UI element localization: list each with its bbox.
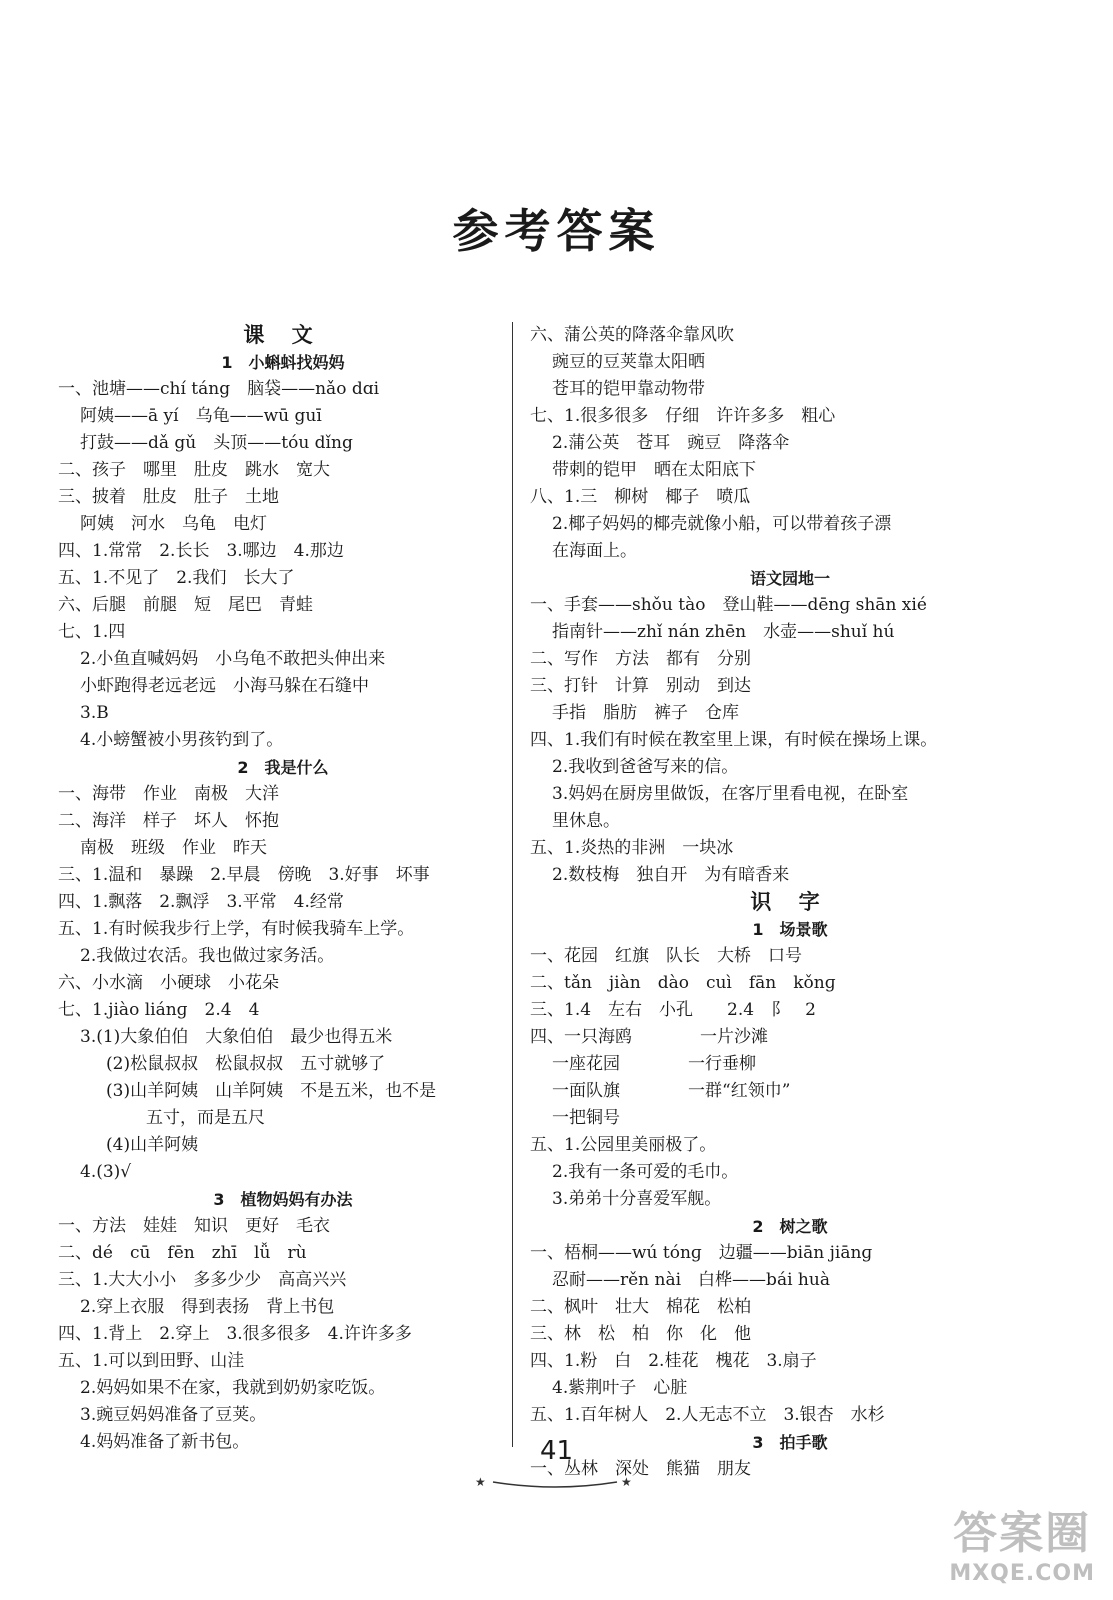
page-title: 参考答案 [452, 204, 661, 258]
answer-line: 4.妈妈准备了新书包。 [80, 1432, 250, 1452]
answer-line: 七、1.很多很多 仔细 许许多多 粗心 [530, 406, 836, 426]
answer-line: 五、1.炎热的非洲 一块冰 [530, 838, 734, 858]
answer-line: 二、孩子 哪里 肚皮 跳水 宽大 [58, 460, 330, 480]
answer-line: 阿姨 河水 乌龟 电灯 [80, 514, 267, 534]
answer-line: 阿姨——ā yí 乌龟——wū guī [80, 406, 322, 426]
answer-line: 三、林 松 柏 你 化 他 [530, 1324, 751, 1344]
answer-line: 四、1.粉 白 2.桂花 槐花 3.扇子 [530, 1351, 817, 1371]
answer-line: 3.弟弟十分喜爱军舰。 [552, 1189, 722, 1209]
answer-line: 豌豆的豆荚靠太阳晒 [552, 352, 705, 372]
answer-line: 2.数枝梅 独自开 为有暗香来 [552, 865, 790, 885]
answer-line: 八、1.三 柳树 椰子 喷瓜 [530, 487, 751, 507]
answer-line: 一座花园 一行垂柳 [552, 1054, 756, 1074]
answer-line: 三、1.温和 暴躁 2.早晨 傍晚 3.好事 坏事 [58, 865, 430, 885]
answer-line: 二、海洋 样子 坏人 怀抱 [58, 811, 279, 831]
answer-line: 二、dé cū fēn zhī lǚ rù [58, 1243, 307, 1263]
answer-line: (2)松鼠叔叔 松鼠叔叔 五寸就够了 [106, 1054, 386, 1074]
answer-line: 2.蒲公英 苍耳 豌豆 降落伞 [552, 433, 790, 453]
answer-line: 3.豌豆妈妈准备了豆荚。 [80, 1405, 267, 1425]
answer-line: 2.小鱼直喊妈妈 小乌龟不敢把头伸出来 [80, 649, 386, 669]
answer-line: 四、一只海鸥 一片沙滩 [530, 1027, 768, 1047]
answer-line: 二、tǎn jiàn dào cuì fān kǒnɡ [530, 973, 836, 993]
lesson-heading: 1 小蝌蚪找妈妈 [221, 353, 345, 372]
lesson-heading: 3 植物妈妈有办法 [213, 1190, 353, 1209]
answer-line: 忍耐——rěn nài 白桦——bái huà [552, 1270, 830, 1290]
answer-line: 2.我做过农活。我也做过家务活。 [80, 946, 335, 966]
answer-line: 里休息。 [552, 811, 620, 831]
lesson-heading: 2 树之歌 [752, 1217, 828, 1236]
answer-line: 四、1.我们有时候在教室里上课，有时候在操场上课。 [530, 730, 938, 750]
answer-line: 三、1.大大小小 多多少少 高高兴兴 [58, 1270, 347, 1290]
answer-line: 四、1.常常 2.长长 3.哪边 4.那边 [58, 541, 344, 561]
answer-line: 4.(3)√ [80, 1162, 132, 1182]
answer-column-left [58, 322, 508, 1456]
watermark-text: 答案圈 [953, 1508, 1092, 1559]
answer-line: 3.B [80, 703, 109, 723]
answer-line: 二、枫叶 壮大 棉花 松柏 [530, 1297, 751, 1317]
section-heading: 课 文 [243, 323, 323, 347]
answer-line: 六、蒲公英的降落伞靠风吹 [530, 325, 734, 345]
answer-line: 4.紫荆叶子 心脏 [552, 1378, 688, 1398]
answer-line: 四、1.背上 2.穿上 3.很多很多 4.许许多多 [58, 1324, 412, 1344]
answer-line: 手指 脂肪 裤子 仓库 [552, 703, 739, 723]
answer-line: 五、1.有时候我步行上学，有时候我骑车上学。 [58, 919, 415, 939]
column-divider [512, 322, 513, 1447]
page-number: 41 [539, 1436, 574, 1466]
lesson-heading: 3 拍手歌 [752, 1433, 828, 1452]
answer-line: 2.椰子妈妈的椰壳就像小船，可以带着孩子漂 [552, 514, 892, 534]
answer-line: 五、1.不见了 2.我们 长大了 [58, 568, 295, 588]
answer-line: 一、梧桐——wú tónɡ 边疆——biān jiānɡ [530, 1243, 873, 1263]
answer-line: 4.小螃蟹被小男孩钓到了。 [80, 730, 284, 750]
answer-line: 2.穿上衣服 得到表扬 背上书包 [80, 1297, 335, 1317]
answer-line: 打鼓——dǎ gǔ 头顶——tóu dǐng [80, 433, 353, 453]
svg-text:★: ★ [475, 1475, 486, 1489]
answer-line: 五、1.百年树人 2.人无志不立 3.银杏 水杉 [530, 1405, 885, 1425]
answer-line: 一、手套——shǒu tào 登山鞋——dēnɡ shān xié [530, 595, 927, 615]
answer-line: 五、1.可以到田野、山洼 [58, 1351, 245, 1371]
answer-line: 在海面上。 [552, 541, 637, 561]
answer-line: 带刺的铠甲 晒在太阳底下 [552, 460, 756, 480]
answer-line: 三、1.4 左右 小孔 2.4 阝 2 [530, 1000, 816, 1020]
answer-line: 四、1.飘落 2.飘浮 3.平常 4.经常 [58, 892, 344, 912]
answer-line: 指南针——zhǐ nán zhēn 水壶——shuǐ hú [552, 622, 895, 642]
answer-line: 五寸，而是五尺 [146, 1108, 265, 1128]
answer-line: 苍耳的铠甲靠动物带 [552, 379, 705, 399]
answer-line: 一、海带 作业 南极 大洋 [58, 784, 279, 804]
lesson-heading: 2 我是什么 [237, 758, 329, 777]
lesson-heading: 语文园地一 [749, 569, 830, 588]
answer-line: 一、丛林 深处 熊猫 朋友 [530, 1459, 751, 1479]
answer-column-right [530, 322, 1050, 1483]
watermark-url: MXQE.COM [949, 1561, 1095, 1586]
answer-line: 七、1.四 [58, 622, 126, 642]
answer-line: 小虾跑得老远老远 小海马躲在石缝中 [80, 676, 369, 696]
answer-line: (3)山羊阿姨 山羊阿姨 不是五米，也不是 [106, 1081, 437, 1101]
answer-line: 3.(1)大象伯伯 大象伯伯 最少也得五米 [80, 1027, 393, 1047]
answer-line: 2.我收到爸爸写来的信。 [552, 757, 739, 777]
answer-line: 五、1.公园里美丽极了。 [530, 1135, 717, 1155]
answer-line: 一面队旗 一群“红领巾” [552, 1081, 791, 1101]
answer-line: 六、小水滴 小硬球 小花朵 [58, 973, 279, 993]
page-number-ornament [475, 1470, 635, 1492]
svg-text:★: ★ [621, 1475, 632, 1489]
answer-line: 七、1.jiào liánɡ 2.4 4 [58, 1000, 260, 1020]
answer-line: 三、披着 肚皮 肚子 土地 [58, 487, 279, 507]
answer-line: 二、写作 方法 都有 分别 [530, 649, 751, 669]
answer-line: 一把铜号 [552, 1108, 620, 1128]
answer-line: 2.我有一条可爱的毛巾。 [552, 1162, 739, 1182]
answer-line: 2.妈妈如果不在家，我就到奶奶家吃饭。 [80, 1378, 386, 1398]
answer-line: (4)山羊阿姨 [106, 1135, 199, 1155]
answer-line: 一、池塘——chí táng 脑袋——nǎo dɑi [58, 379, 380, 399]
answer-line: 一、花园 红旗 队长 大桥 口号 [530, 946, 802, 966]
section-heading: 识 字 [750, 890, 830, 914]
answer-line: 一、方法 娃娃 知识 更好 毛衣 [58, 1216, 330, 1236]
answer-line: 3.妈妈在厨房里做饭，在客厅里看电视，在卧室 [552, 784, 909, 804]
answer-line: 六、后腿 前腿 短 尾巴 青蛙 [58, 595, 313, 615]
lesson-heading: 1 场景歌 [752, 920, 828, 939]
answer-line: 南极 班级 作业 昨天 [80, 838, 267, 858]
watermark-logo [949, 1497, 1095, 1586]
answer-line: 三、打针 计算 别动 到达 [530, 676, 751, 696]
